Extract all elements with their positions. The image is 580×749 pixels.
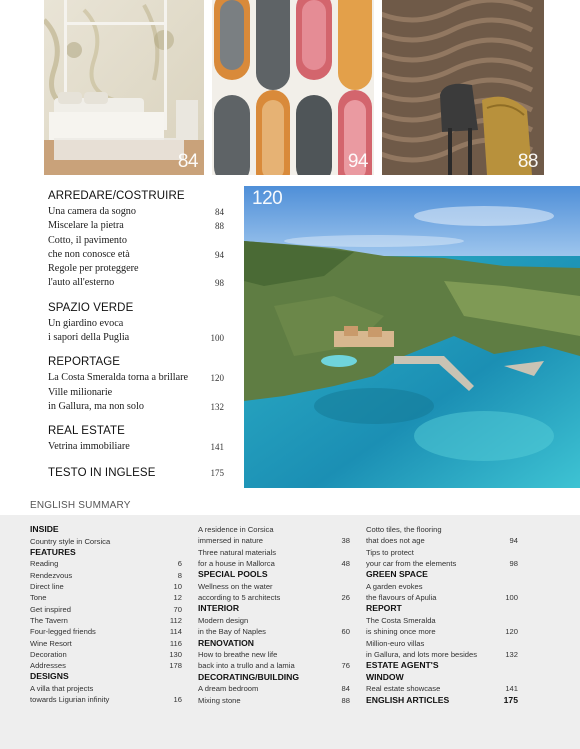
summary-heading — [30, 524, 182, 536]
entry-text: Un giardino evoca — [48, 317, 124, 329]
toc-entry[interactable] — [48, 400, 224, 414]
summary-title: ENGLISH SUMMARY — [30, 500, 131, 511]
aerial-illustration — [244, 186, 580, 488]
summary-entry[interactable] — [30, 558, 182, 569]
summary-entry-page: 175 — [503, 694, 518, 705]
page-number-label: 88 — [517, 151, 538, 172]
summary-entry[interactable] — [198, 649, 350, 660]
summary-entry[interactable] — [30, 694, 182, 705]
section-title: ARREDARE/COSTRUIRE — [48, 190, 185, 202]
toc-section — [48, 302, 224, 346]
summary-heading — [366, 695, 518, 707]
summary-entry[interactable] — [366, 558, 518, 569]
stone-wall-illustration — [382, 0, 544, 175]
entry-page: 84 — [215, 207, 224, 217]
toc-entry[interactable] — [48, 205, 224, 219]
summary-entry-text: that does not age — [366, 536, 425, 546]
stone-wall-photo — [382, 0, 544, 175]
summary-heading — [30, 671, 182, 683]
bedroom-photo — [44, 0, 204, 175]
summary-entry-text: FEATURES — [30, 546, 76, 557]
section-title: TESTO IN INGLESE — [48, 466, 156, 479]
page-number-label: 94 — [347, 151, 368, 172]
summary-entry-page: 94 — [509, 536, 518, 546]
summary-entry-text: in Gallura, and lots more besides — [366, 649, 478, 659]
summary-entry-text: ESTATE AGENT'S — [366, 660, 439, 671]
toc-section[interactable] — [48, 466, 224, 480]
summary-entry-text: Modern design — [198, 615, 249, 625]
summary-entry-text: SPECIAL POOLS — [198, 569, 268, 580]
summary-entry-text: is shining once more — [366, 627, 436, 637]
entry-text: Regole per proteggere — [48, 263, 139, 275]
summary-entry[interactable] — [366, 649, 518, 660]
summary-entry-page: 70 — [173, 604, 182, 614]
summary-entry-page: 84 — [341, 684, 350, 694]
summary-entry[interactable] — [198, 592, 350, 603]
summary-entry-text: INTERIOR — [198, 603, 240, 614]
toc-entry[interactable] — [48, 262, 224, 276]
summary-entry-text: Get inspired — [30, 604, 71, 614]
tiles-illustration — [212, 0, 374, 175]
summary-entry-text: Real estate showcase — [366, 684, 441, 694]
summary-entry-text: The Costa Smeralda — [366, 615, 436, 625]
summary-heading — [30, 547, 182, 559]
summary-entry-text: WINDOW — [366, 671, 404, 682]
summary-entry[interactable] — [198, 683, 350, 694]
toc-entry[interactable] — [48, 331, 224, 345]
summary-entry-page: 10 — [173, 582, 182, 592]
summary-entry[interactable] — [366, 615, 518, 626]
summary-entry[interactable] — [366, 683, 518, 694]
aerial-photo — [244, 186, 580, 488]
toc-entry[interactable] — [48, 248, 224, 262]
summary-entry-page: 38 — [341, 536, 350, 546]
summary-entry[interactable] — [30, 604, 182, 615]
summary-entry-text: A garden evokes — [366, 581, 423, 591]
toc-entry[interactable] — [48, 276, 224, 290]
summary-entry-text: Country style in Corsica — [30, 536, 111, 546]
summary-entry[interactable] — [30, 660, 182, 671]
summary-entry-text: Tips to protect — [366, 547, 414, 557]
entry-page: 88 — [215, 221, 224, 232]
summary-entry-text: DECORATING/BUILDING — [198, 671, 300, 682]
entry-text: che non conosce età — [48, 248, 130, 260]
summary-entry-text: A villa that projects — [30, 684, 94, 694]
summary-entry-page: 48 — [341, 558, 350, 568]
entry-text: Ville milionarie — [48, 386, 113, 398]
summary-entry-text: the flavours of Apulia — [366, 593, 437, 603]
bedroom-illustration — [44, 0, 204, 175]
summary-entry[interactable] — [30, 615, 182, 626]
section-title: REAL ESTATE — [48, 425, 125, 438]
summary-entry[interactable] — [366, 592, 518, 603]
entry-text: Vetrina immobiliare — [48, 441, 130, 453]
summary-entry-page: 60 — [341, 627, 350, 637]
summary-entry-page: 178 — [169, 661, 182, 671]
summary-entry-text: Rendezvous — [30, 570, 73, 580]
tiles-photo — [212, 0, 374, 175]
entry-text: Una camera da sogno — [48, 206, 136, 217]
section-title: SPAZIO VERDE — [48, 301, 134, 314]
summary-entry-page: 130 — [169, 649, 182, 659]
summary-heading — [366, 660, 518, 672]
summary-entry-text: Wine Resort — [30, 638, 72, 648]
summary-heading — [366, 603, 518, 615]
summary-entry-text: A dream bedroom — [198, 684, 259, 694]
summary-entry[interactable] — [198, 524, 350, 535]
page-number-label: 120 — [252, 188, 283, 209]
english-summary — [0, 515, 580, 749]
entry-text: Miscelare la pietra — [48, 220, 124, 232]
summary-entry-text: Cotto tiles, the flooring — [366, 525, 442, 534]
summary-entry-text: A residence in Corsica — [198, 525, 274, 534]
toc-entry[interactable] — [48, 386, 224, 400]
summary-entry[interactable] — [198, 615, 350, 626]
summary-entry-page: 12 — [173, 593, 182, 603]
summary-entry-text: in the Bay of Naples — [198, 627, 266, 637]
summary-entry-text: immersed in nature — [198, 536, 263, 546]
summary-entry-text: GREEN SPACE — [366, 569, 428, 580]
summary-entry-text: Three natural materials — [198, 547, 277, 557]
summary-entry[interactable] — [30, 683, 182, 694]
summary-heading — [366, 569, 518, 581]
summary-heading — [198, 603, 350, 615]
entry-page: 100 — [210, 333, 224, 344]
entry-text: i sapori della Puglia — [48, 332, 130, 344]
summary-entry-text: for a house in Mallorca — [198, 558, 275, 568]
summary-entry-text: your car from the elements — [366, 558, 457, 568]
summary-entry[interactable] — [30, 592, 182, 603]
page-number-label: 84 — [177, 151, 198, 172]
summary-entry[interactable] — [366, 638, 518, 649]
entry-page: 132 — [210, 401, 224, 412]
summary-entry-text: The Tavern — [30, 615, 68, 625]
summary-entry-text: RENOVATION — [198, 637, 255, 648]
summary-entry-text: ENGLISH ARTICLES — [366, 694, 450, 705]
toc-entry[interactable] — [48, 234, 224, 248]
summary-entry[interactable] — [30, 626, 182, 637]
summary-entry-page: 16 — [173, 695, 182, 705]
summary-entry[interactable] — [198, 581, 350, 592]
summary-entry-text: Mixing stone — [198, 695, 241, 705]
summary-entry-page: 141 — [505, 684, 518, 694]
summary-column — [366, 524, 518, 706]
summary-entry-text: Direct line — [30, 582, 64, 592]
entry-text: in Gallura, ma non solo — [48, 400, 144, 412]
summary-entry[interactable] — [198, 626, 350, 637]
summary-entry-page: 114 — [169, 627, 182, 637]
summary-entry-text: How to breathe new life — [198, 650, 278, 660]
table-of-contents — [48, 190, 224, 480]
summary-entry[interactable] — [366, 581, 518, 592]
summary-entry[interactable] — [30, 536, 182, 547]
summary-entry-text: Four-legged friends — [30, 627, 96, 637]
summary-entry[interactable] — [198, 660, 350, 671]
summary-heading — [198, 569, 350, 581]
toc-section — [48, 190, 224, 291]
summary-entry-text: Wellness on the water — [198, 581, 273, 591]
summary-entry[interactable] — [198, 695, 350, 706]
summary-entry-text: Tone — [30, 593, 47, 603]
toc-entry[interactable] — [48, 219, 224, 233]
summary-entry-text: towards Ligurian infinity — [30, 695, 110, 705]
entry-page: 94 — [215, 249, 224, 260]
summary-entry-text: REPORT — [366, 603, 402, 614]
toc-entry[interactable] — [48, 371, 224, 385]
entry-text: l'auto all'esterno — [48, 277, 115, 289]
summary-entry[interactable] — [198, 535, 350, 546]
summary-entry-page: 116 — [169, 638, 182, 648]
summary-entry[interactable] — [366, 547, 518, 558]
summary-entry-text: Decoration — [30, 649, 67, 659]
toc-entry[interactable] — [48, 440, 224, 454]
summary-entry-page: 26 — [341, 593, 350, 603]
entry-page: 120 — [210, 373, 224, 384]
summary-heading — [198, 638, 350, 650]
summary-entry[interactable] — [30, 649, 182, 660]
toc-entry[interactable] — [48, 317, 224, 331]
summary-entry-page: 132 — [505, 649, 518, 659]
summary-heading — [198, 672, 350, 684]
summary-column — [198, 524, 350, 706]
summary-entry-page: 98 — [509, 558, 518, 568]
section-title: REPORTAGE — [48, 356, 121, 369]
summary-heading — [366, 672, 518, 684]
entry-page: 98 — [215, 278, 224, 289]
summary-entry-page: 8 — [177, 570, 182, 580]
summary-entry[interactable] — [198, 558, 350, 569]
summary-entry-text: Million-euro villas — [366, 638, 425, 648]
summary-entry[interactable] — [366, 524, 518, 535]
toc-section — [48, 356, 224, 414]
summary-entry[interactable] — [366, 535, 518, 546]
summary-entry[interactable] — [366, 626, 518, 637]
summary-entry-text: INSIDE — [30, 524, 59, 534]
summary-entry[interactable] — [30, 570, 182, 581]
summary-entry-page: 100 — [505, 593, 518, 603]
summary-entry[interactable] — [198, 547, 350, 558]
summary-entry[interactable] — [30, 638, 182, 649]
entry-page: 141 — [210, 442, 224, 453]
summary-entry-text: Addresses — [30, 661, 66, 671]
summary-entry-page: 120 — [505, 627, 518, 637]
summary-entry-page: 76 — [341, 661, 350, 671]
summary-entry-text: according to 5 architects — [198, 593, 281, 603]
summary-entry-page: 6 — [177, 559, 182, 569]
entry-text: Cotto, il pavimento — [48, 234, 127, 246]
entry-text: La Costa Smeralda torna a brillare — [48, 372, 189, 384]
toc-section — [48, 425, 224, 454]
summary-column — [30, 524, 182, 706]
summary-entry[interactable] — [30, 581, 182, 592]
summary-entry-text: back into a trullo and a lamia — [198, 661, 295, 671]
entry-page: 175 — [210, 467, 224, 478]
summary-entry-page: 112 — [169, 615, 182, 625]
summary-entry-page: 88 — [341, 695, 350, 705]
summary-entry-text: DESIGNS — [30, 671, 69, 682]
summary-entry-text: Reading — [30, 559, 59, 569]
